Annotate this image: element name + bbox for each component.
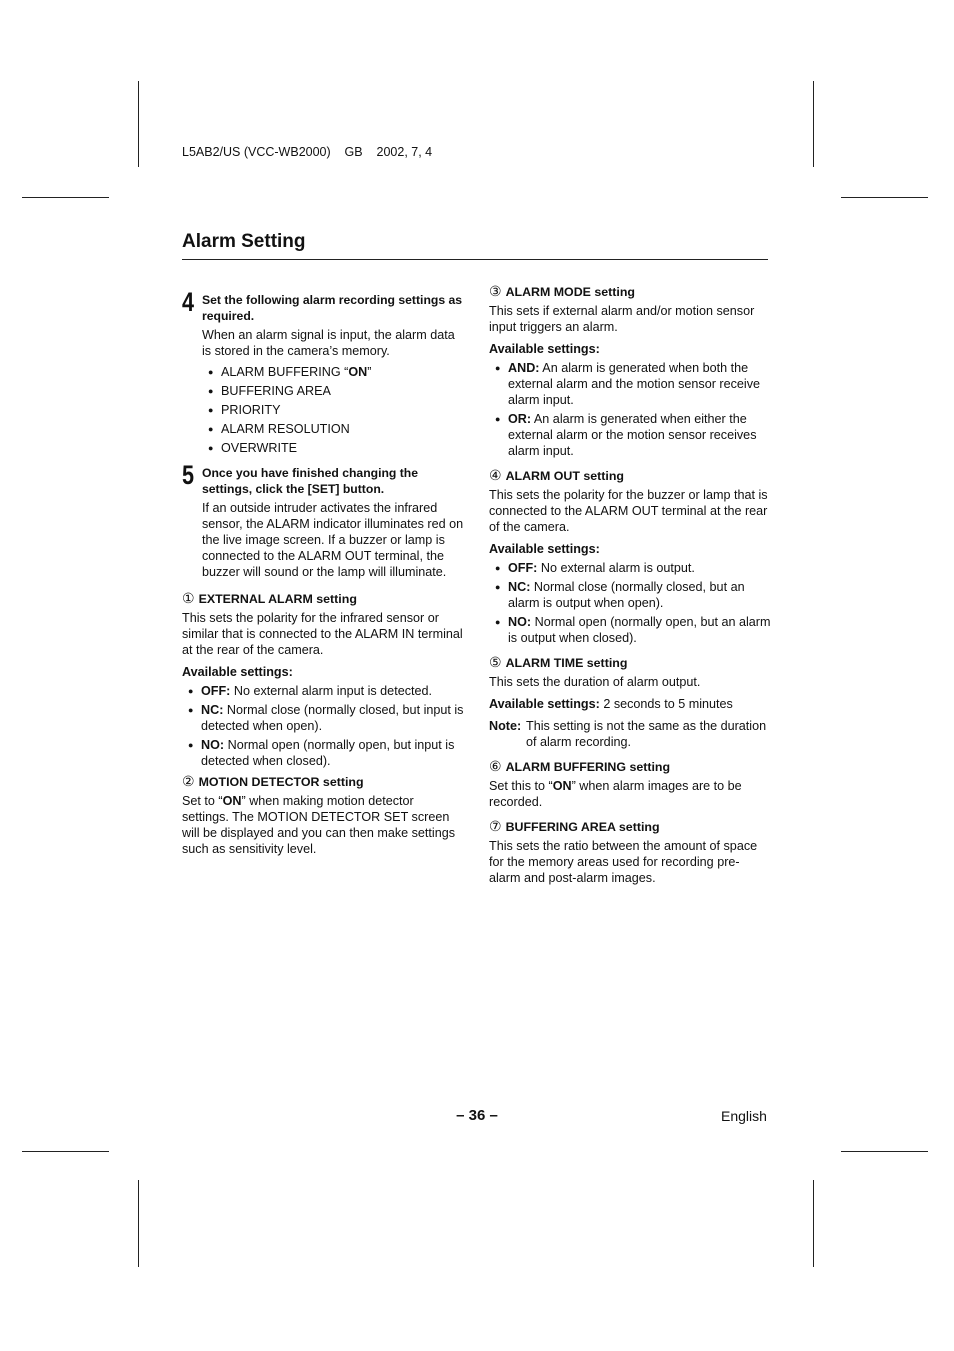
section-motion-detector bbox=[182, 773, 464, 857]
page-number: – 36 – bbox=[456, 1107, 498, 1124]
note: Note: This setting is not the same as the duration of alarm recording. bbox=[489, 719, 767, 749]
language-label: English bbox=[721, 1108, 767, 1124]
crop-mark bbox=[813, 1180, 814, 1267]
crop-mark bbox=[22, 197, 109, 198]
step-5 bbox=[182, 460, 464, 580]
options-list bbox=[182, 683, 464, 769]
list-item: ● NC: Normal close (normally closed, but an alarm is output when open). bbox=[489, 579, 771, 611]
step-number: 5 bbox=[182, 460, 195, 490]
right-column bbox=[489, 283, 771, 886]
crop-mark bbox=[841, 1151, 928, 1152]
section-body: This sets the ratio between the amount of space for the memory areas used for recording pre-alarm and post-alarm images. bbox=[489, 839, 758, 885]
step-4 bbox=[182, 287, 464, 456]
section-heading: ④ ALARM OUT setting bbox=[489, 467, 624, 483]
list-item: ● ALARM BUFFERING “ON” bbox=[202, 364, 464, 380]
available-settings-label: Available settings: bbox=[489, 342, 600, 356]
section-heading: ① EXTERNAL ALARM setting bbox=[182, 590, 357, 606]
page-title: Alarm Setting bbox=[182, 231, 306, 252]
section-body: This sets if external alarm and/or motion sensor input triggers an alarm. bbox=[489, 304, 755, 334]
crop-mark bbox=[138, 1180, 139, 1267]
section-heading: ⑥ ALARM BUFFERING setting bbox=[489, 758, 671, 774]
list-item: ● OVERWRITE bbox=[202, 440, 464, 456]
section-body: This sets the polarity for the buzzer or lamp that is connected to the ALARM OUT terminal at the rear of the camera. bbox=[489, 488, 768, 534]
step-body: If an outside intruder activates the infrared sensor, the ALARM indicator illuminates red on the live image screen. If a buzzer or lamp is connected to the ALARM OUT terminal, the buzzer will sound or the lamp will illuminate. bbox=[202, 501, 464, 579]
section-alarm-mode bbox=[489, 283, 771, 459]
list-item: ● OFF: No external alarm input is detected. bbox=[182, 683, 464, 699]
section-body: Set this to “ON” when alarm images are to be recorded. bbox=[489, 779, 742, 809]
crop-mark bbox=[138, 81, 139, 167]
available-settings-line: Available settings: 2 seconds to 5 minutes bbox=[489, 697, 733, 711]
options-list bbox=[489, 560, 771, 646]
options-list bbox=[489, 360, 771, 459]
available-settings-label: Available settings: bbox=[489, 542, 600, 556]
section-buffering-area bbox=[489, 818, 771, 886]
title-rule bbox=[182, 259, 768, 260]
section-heading: ③ ALARM MODE setting bbox=[489, 283, 635, 299]
crop-mark bbox=[813, 81, 814, 167]
list-item: ● AND: An alarm is generated when both the external alarm and the motion sensor receive alarm input. bbox=[489, 360, 771, 408]
step-body: When an alarm signal is input, the alarm data is stored in the camera’s memory. bbox=[202, 328, 455, 358]
section-alarm-out bbox=[489, 467, 771, 646]
step-list bbox=[202, 364, 464, 456]
list-item: ● PRIORITY bbox=[202, 402, 464, 418]
list-item: ● BUFFERING AREA bbox=[202, 383, 464, 399]
crop-mark bbox=[22, 1151, 109, 1152]
section-heading: ⑤ ALARM TIME setting bbox=[489, 654, 628, 670]
section-body: This sets the duration of alarm output. bbox=[489, 675, 701, 689]
section-heading: ② MOTION DETECTOR setting bbox=[182, 773, 364, 789]
document-code: L5AB2/US (VCC-WB2000) GB 2002, 7, 4 bbox=[182, 145, 433, 159]
section-body: This sets the polarity for the infrared sensor or similar that is connected to the ALARM IN terminal at the rear of the camera. bbox=[182, 611, 463, 657]
section-alarm-buffering bbox=[489, 758, 771, 810]
crop-mark bbox=[841, 197, 928, 198]
section-body: Set to “ON” when making motion detector settings. The MOTION DETECTOR SET screen will be displayed and you can then make settings such as sensitivity level. bbox=[182, 794, 456, 856]
section-alarm-time bbox=[489, 654, 771, 750]
list-item: ● NC: Normal close (normally closed, but input is detected when open). bbox=[182, 702, 464, 734]
list-item: ● OR: An alarm is generated when either the external alarm or the motion sensor receives alarm input. bbox=[489, 411, 771, 459]
list-item: ● ALARM RESOLUTION bbox=[202, 421, 464, 437]
step-title: Set the following alarm recording settings as required. bbox=[202, 293, 463, 323]
list-item: ● NO: Normal open (normally open, but an alarm is output when closed). bbox=[489, 614, 771, 646]
list-item: ● OFF: No external alarm is output. bbox=[489, 560, 771, 576]
list-item: ● NO: Normal open (normally open, but input is detected when closed). bbox=[182, 737, 464, 769]
section-external-alarm bbox=[182, 590, 464, 769]
section-heading: ⑦ BUFFERING AREA setting bbox=[489, 818, 660, 834]
step-number: 4 bbox=[182, 287, 195, 317]
available-settings-label: Available settings: bbox=[182, 665, 293, 679]
step-title: Once you have finished changing the settings, click the [SET] button. bbox=[202, 466, 419, 496]
left-column bbox=[182, 283, 464, 857]
